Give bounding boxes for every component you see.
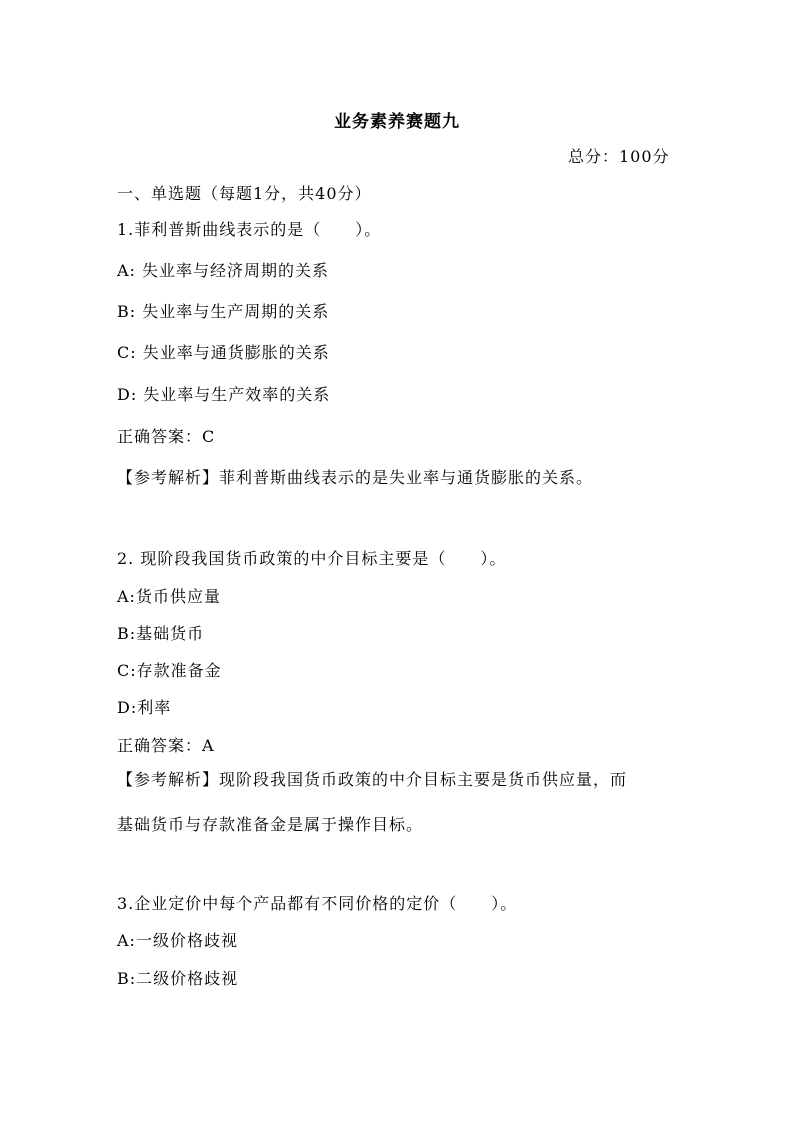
option-d: D: 失业率与生产效率的关系 <box>117 385 331 404</box>
correct-answer: 正确答案：A <box>117 736 215 755</box>
question-stem: 2. 现阶段我国货币政策的中介目标主要是（ ）。 <box>117 549 507 568</box>
analysis-line: 基础货币与存款准备金是属于操作目标。 <box>117 815 424 834</box>
total-score: 总分：100分 <box>568 147 670 166</box>
option-b: B: 失业率与生产周期的关系 <box>117 302 330 321</box>
correct-answer: 正确答案：C <box>117 427 216 446</box>
document-title: 业务素养赛题九 <box>334 112 460 132</box>
section-heading: 一、单选题（每题1分，共40分） <box>117 184 372 203</box>
question-stem: 1.菲利普斯曲线表示的是（ ）。 <box>117 220 382 239</box>
option-a: A: 失业率与经济周期的关系 <box>117 261 330 280</box>
question-stem: 3.企业定价中每个产品都有不同价格的定价（ ）。 <box>117 894 518 913</box>
option-c: C:存款准备金 <box>117 661 222 680</box>
option-a: A:一级价格歧视 <box>117 931 238 950</box>
option-b: B:基础货币 <box>117 624 205 643</box>
option-a: A:货币供应量 <box>117 587 221 606</box>
analysis-line: 【参考解析】现阶段我国货币政策的中介目标主要是货币供应量，而 <box>117 770 628 789</box>
option-d: D:利率 <box>117 698 172 717</box>
analysis-line: 【参考解析】菲利普斯曲线表示的是失业率与通货膨胀的关系。 <box>117 468 594 487</box>
option-b: B:二级价格歧视 <box>117 969 239 988</box>
option-c: C: 失业率与通货膨胀的关系 <box>117 343 330 362</box>
